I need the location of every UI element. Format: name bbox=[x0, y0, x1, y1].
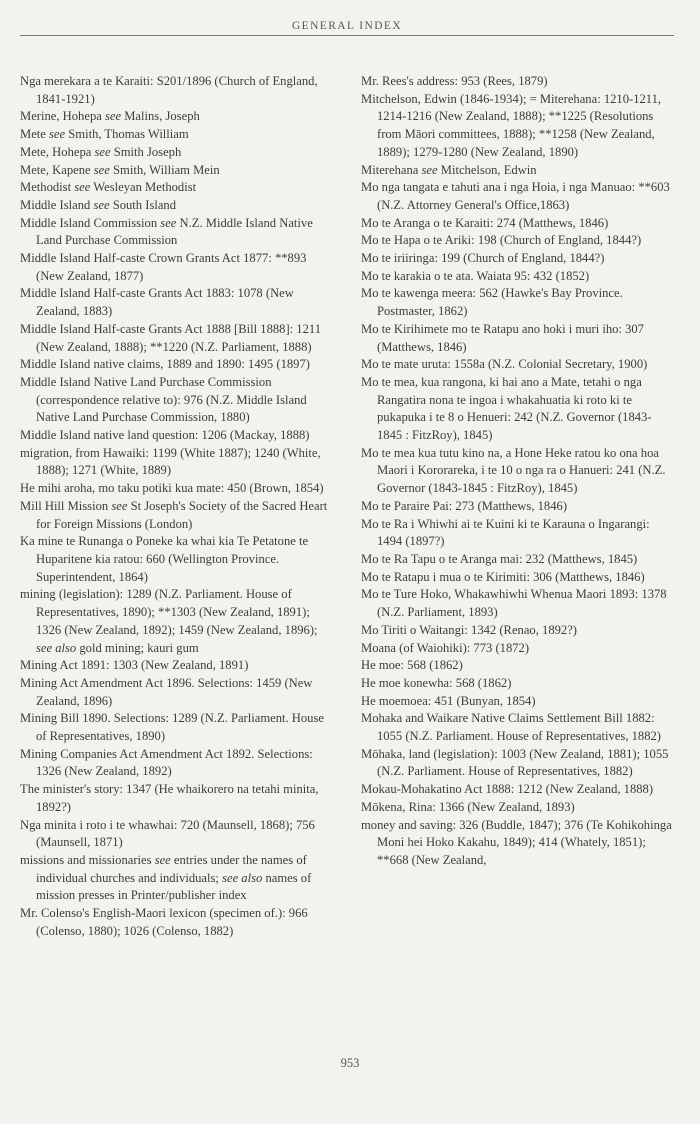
index-entry: Middle Island Half-caste Grants Act 1888 [Bill 1888]: 1211 (New Zealand, 1888); **1220 (N.Z. Parliament, 1888) bbox=[20, 321, 322, 354]
index-entry: Mo te Aranga o te Karaiti: 274 (Matthews, 1846) bbox=[361, 215, 609, 230]
index-entry: Mo te mea, kua rangona, ki hai ano a Mate, tetahi o nga Rangatira nona te ingoa i whakahuatia ki roto ki te pukapuka i te 8 o Henueri: 242 (N.Z. Governor (1843-1845 : FitzRoy), 1845) bbox=[361, 374, 652, 443]
index-entry: Miterehana see Mitchelson, Edwin bbox=[361, 162, 537, 177]
index-entry: He moe: 568 (1862) bbox=[361, 658, 463, 673]
index-column-right bbox=[361, 73, 676, 870]
index-entry: Mohaka and Waikare Native Claims Settlement Bill 1882: 1055 (N.Z. Parliament. House of Representatives, 1882) bbox=[361, 711, 661, 744]
index-entry: Mill Hill Mission see St Joseph's Society of the Sacred Heart for Foreign Missions (London) bbox=[20, 498, 328, 531]
index-entry: Middle Island Commission see N.Z. Middle Island Native Land Purchase Commission bbox=[20, 215, 313, 248]
index-entry: Mining Companies Act Amendment Act 1892. Selections: 1326 (New Zealand, 1892) bbox=[20, 746, 313, 779]
index-entry: Mining Act Amendment Act 1896. Selections: 1459 (New Zealand, 1896) bbox=[20, 675, 313, 708]
index-entry: Methodist see Wesleyan Methodist bbox=[20, 180, 197, 195]
index-entry: Mete, Kapene see Smith, William Mein bbox=[20, 162, 220, 177]
index-entry: Mo te Paraire Pai: 273 (Matthews, 1846) bbox=[361, 498, 568, 513]
index-entry: Ka mine te Runanga o Poneke ka whai kia Te Petatone te Huparitene kia ratou: 660 (Wellington Province. Superintendent, 1864) bbox=[20, 534, 309, 584]
index-entry: Nga merekara a te Karaiti: S201/1896 (Church of England, 1841-1921) bbox=[20, 74, 318, 106]
index-entry: Mo te Kirihimete mo te Ratapu ano hoki i muri iho: 307 (Matthews, 1846) bbox=[361, 321, 644, 354]
index-entry: Mōhaka, land (legislation): 1003 (New Zealand, 1881); 1055 (N.Z. Parliament. House of Representatives, 1882) bbox=[361, 746, 669, 779]
index-entry: Mining Act 1891: 1303 (New Zealand, 1891) bbox=[20, 658, 249, 673]
index-column-left bbox=[20, 73, 335, 940]
page-number: 953 bbox=[340, 1056, 360, 1070]
index-entry: Mr. Rees's address: 953 (Rees, 1879) bbox=[361, 74, 548, 88]
index-entry: Middle Island Native Land Purchase Commission (correspondence relative to): 976 (N.Z. Middle Island Native Land Purchase Commission, 1880) bbox=[20, 374, 307, 425]
index-entry: Middle Island see South Island bbox=[20, 197, 177, 212]
index-entry: Mo Tiriti o Waitangi: 1342 (Renao, 1892?) bbox=[361, 622, 577, 637]
index-entry: Mete see Smith, Thomas William bbox=[20, 127, 189, 142]
index-entry: migration, from Hawaiki: 1199 (White 1887); 1240 (White, 1888); 1271 (White, 1889) bbox=[20, 445, 321, 478]
index-entry: Mining Bill 1890. Selections: 1289 (N.Z. Parliament. House of Representatives, 1890) bbox=[20, 711, 324, 744]
index-entry: Mo te mate uruta: 1558a (N.Z. Colonial Secretary, 1900) bbox=[361, 357, 648, 372]
index-entry: He moe konewha: 568 (1862) bbox=[361, 675, 512, 690]
index-entry: Merine, Hohepa see Malins, Joseph bbox=[20, 109, 200, 124]
index-entry: money and saving: 326 (Buddle, 1847); 376 (Te Kohikohinga Moni hei Hoko Kakahu, 1849); 414 (Whately, 1851); **668 (New Zealand, bbox=[361, 817, 672, 867]
index-entry: Middle Island Half-caste Crown Grants Act 1877: **893 (New Zealand, 1877) bbox=[20, 251, 307, 283]
index-entry: Mokau-Mohakatino Act 1888: 1212 (New Zealand, 1888) bbox=[361, 782, 654, 797]
index-entry: mining (legislation): 1289 (N.Z. Parliament. House of Representatives, 1890); **1303 (New Zealand, 1891); 1326 (New Zealand, 1892); 1459 (New Zealand, 1896); see also gold mining; kauri gum bbox=[20, 587, 318, 655]
index-entry: Mr. Colenso's English-Maori lexicon (specimen of.): 966 (Colenso, 1880); 1026 (Colenso, 1882) bbox=[20, 906, 308, 938]
index-entry: He moemoea: 451 (Bunyan, 1854) bbox=[361, 693, 536, 708]
index-entry: Mo te iriiringa: 199 (Church of England, 1844?) bbox=[361, 251, 605, 266]
index-entry: Mo nga tangata e tahuti ana i nga Hoia, i nga Manuao: **603 (N.Z. Attorney General's Office,1863) bbox=[361, 180, 670, 212]
index-entry: Mitchelson, Edwin (1846-1934); = Miterehana: 1210-1211, 1214-1216 (New Zealand, 1888); **1225 (Resolutions from Māori committees, 1888); **1258 (New Zealand, 1889); 1279-1280 (New Zealand, 1890) bbox=[361, 91, 662, 159]
index-entry: He mihi aroha, mo taku potiki kua mate: 450 (Brown, 1854) bbox=[20, 481, 324, 496]
index-entry: Middle Island native land question: 1206 (Mackay, 1888) bbox=[20, 428, 310, 443]
index-entry: Mo te Ra i Whiwhi ai te Kuini ki te Karauna o Ingarangi: 1494 (1897?) bbox=[361, 516, 650, 549]
index-entry: Middle Island native claims, 1889 and 1890: 1495 (1897) bbox=[20, 357, 310, 372]
index-entry: Nga minita i roto i te whawhai: 720 (Maunsell, 1868); 756 (Maunsell, 1871) bbox=[20, 817, 315, 850]
index-entry: Mete, Hohepa see Smith Joseph bbox=[20, 144, 182, 159]
index-entry: Mo te Hapa o te Ariki: 198 (Church of England, 1844?) bbox=[361, 233, 642, 248]
index-entry: Mo te Ra Tapu o te Aranga mai: 232 (Matthews, 1845) bbox=[361, 551, 638, 566]
index-entry: Mo te mea kua tutu kino na, a Hone Heke ratou ko ona hoa Maori i Kororareka, i te 10 o nga ra o Hanueri: 241 (N.Z. Governor (1843-1845 : FitzRoy), 1845) bbox=[361, 445, 666, 496]
index-entry: Middle Island Half-caste Grants Act 1883: 1078 (New Zealand, 1883) bbox=[20, 286, 294, 319]
index-entry: missions and missionaries see entries under the names of individual churches and individuals; see also names of mission presses in Printer/publisher index bbox=[20, 852, 312, 903]
index-entry: Mōkena, Rina: 1366 (New Zealand, 1893) bbox=[361, 799, 575, 814]
index-entry: Moana (of Waiohiki): 773 (1872) bbox=[361, 640, 530, 655]
index-entry: Mo te karakia o te ata. Waiata 95: 432 (1852) bbox=[361, 268, 590, 283]
index-entry: The minister's story: 1347 (He whaikorero na tetahi minita, 1892?) bbox=[20, 782, 319, 814]
index-entry: Mo te Ture Hoko, Whakawhiwhi Whenua Maori 1893: 1378 (N.Z. Parliament, 1893) bbox=[361, 587, 667, 620]
running-header: GENERAL INDEX bbox=[20, 20, 674, 36]
index-entry: Mo te kawenga meera: 562 (Hawke's Bay Province. Postmaster, 1862) bbox=[361, 286, 623, 319]
index-entry: Mo te Ratapu i mua o te Kirimiti: 306 (Matthews, 1846) bbox=[361, 569, 645, 584]
